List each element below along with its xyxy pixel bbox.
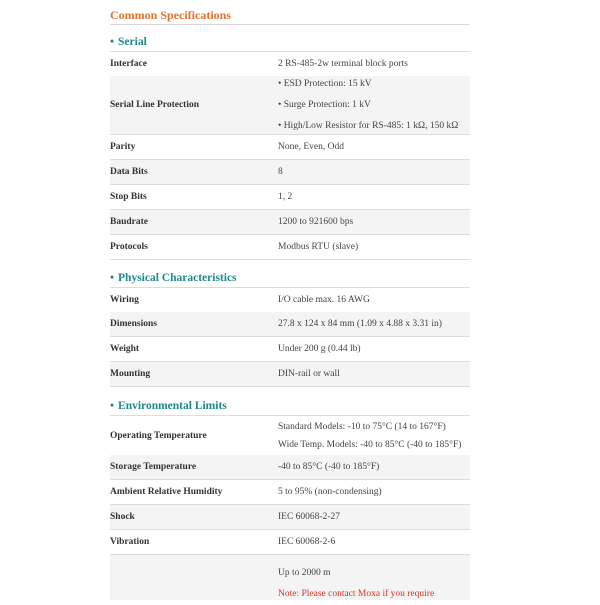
spec-value: Standard Models: -10 to 75°C (14 to 167°F): [278, 421, 446, 432]
spec-label: Interface: [110, 59, 147, 69]
spec-value: • High/Low Resistor for RS-485: 1 kΩ, 150 kΩ: [278, 120, 459, 131]
spec-value: • ESD Protection: 15 kV: [278, 78, 372, 89]
spec-row-shock: [110, 505, 470, 530]
spec-row-wiring: [110, 287, 470, 313]
spec-row-storage-temperature: [110, 455, 470, 480]
section-heading-physical: • Physical Characteristics: [110, 272, 237, 284]
spec-value: 2 RS-485-2w terminal block ports: [278, 58, 408, 69]
spec-row-humidity: [110, 480, 470, 505]
spec-value: Modbus RTU (slave): [278, 241, 359, 252]
spec-label: Dimensions: [110, 319, 157, 329]
spec-row-stop-bits: [110, 185, 470, 210]
spec-value: I/O cable max. 16 AWG: [278, 294, 370, 305]
spec-value: None, Even, Odd: [278, 141, 344, 152]
spec-label: Wiring: [110, 295, 139, 305]
spec-label: Ambient Relative Humidity: [110, 487, 223, 497]
spec-row-data-bits: [110, 160, 470, 185]
spec-label: [110, 555, 278, 600]
section-heading-serial: • Serial: [110, 36, 147, 48]
spec-row-mounting: [110, 362, 470, 387]
spec-row-serial-line-protection: [110, 76, 470, 135]
spec-value: 27.8 x 124 x 84 mm (1.09 x 4.88 x 3.31 in): [278, 318, 442, 329]
spec-value: Up to 2000 m: [278, 568, 331, 578]
spec-value: • Surge Protection: 1 kV: [278, 99, 371, 110]
spec-label: Operating Temperature: [110, 430, 207, 441]
title-divider: [110, 24, 470, 25]
spec-row-vibration: [110, 530, 470, 555]
spec-label: Data Bits: [110, 167, 148, 177]
spec-row-operating-temperature: [110, 415, 470, 456]
spec-value: Under 200 g (0.44 lb): [278, 343, 361, 354]
spec-row-altitude: [110, 555, 470, 600]
section-heading-text: Environmental Limits: [118, 400, 227, 412]
spec-label: Shock: [110, 512, 135, 522]
spec-label: Serial Line Protection: [110, 100, 200, 110]
spec-value: IEC 60068-2-27: [278, 511, 341, 522]
section-heading-text: Physical Characteristics: [118, 272, 237, 284]
spec-label: Weight: [110, 344, 140, 354]
section-heading-environmental: • Environmental Limits: [110, 400, 227, 412]
spec-value: Wide Temp. Models: -40 to 85°C (-40 to 185°F): [278, 439, 462, 450]
spec-value: 1200 to 921600 bps: [278, 216, 354, 227]
spec-note: Note: Please contact Moxa if you require: [278, 589, 435, 599]
section-heading-text: Serial: [118, 36, 147, 48]
spec-label: Protocols: [110, 242, 148, 252]
spec-row-parity: [110, 135, 470, 160]
spec-value: IEC 60068-2-6: [278, 536, 336, 547]
spec-row-baudrate: [110, 210, 470, 235]
spec-label: Mounting: [110, 369, 151, 379]
spec-label: Stop Bits: [110, 192, 147, 202]
spec-value: 8: [278, 166, 283, 177]
spec-value: 5 to 95% (non-condensing): [278, 486, 382, 497]
spec-label: Parity: [110, 142, 136, 152]
page-title: Common Specifications: [110, 8, 231, 22]
spec-label: Vibration: [110, 537, 150, 547]
spec-row-protocols: [110, 235, 470, 260]
spec-value: -40 to 85°C (-40 to 185°F): [278, 461, 380, 472]
spec-row-weight: [110, 337, 470, 362]
spec-label: Baudrate: [110, 217, 148, 227]
spec-value: 1, 2: [278, 191, 293, 202]
spec-row-dimensions: [110, 312, 470, 337]
spec-value: DIN-rail or wall: [278, 368, 340, 379]
spec-label: Storage Temperature: [110, 462, 197, 472]
